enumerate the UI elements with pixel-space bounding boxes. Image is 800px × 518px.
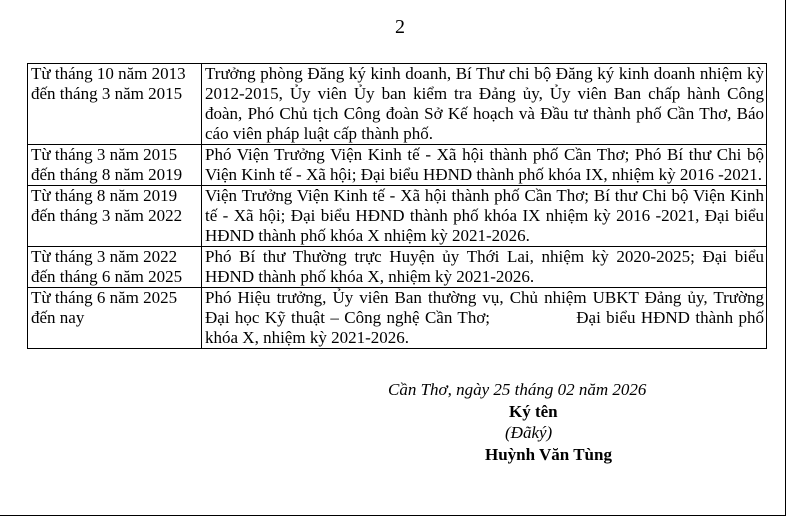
page-number: 2 — [395, 16, 405, 38]
career-history-table — [27, 63, 767, 349]
table-row — [28, 288, 767, 349]
period-cell: Từ tháng 3 năm 2022 đến tháng 6 năm 2025 — [28, 247, 202, 288]
period-cell: Từ tháng 6 năm 2025 đến nay — [28, 288, 202, 349]
period-cell: Từ tháng 10 năm 2013 đến tháng 3 năm 2015 — [28, 64, 202, 145]
signature-title: Ký tên — [509, 402, 558, 421]
description-cell: Phó Viện Trưởng Viện Kinh tế - Xã hội thành phố Cần Thơ; Phó Bí thư Chi bộ Viện Kinh tế - Xã hội; Đại biểu HĐND thành phố khóa IX, nhiệm kỳ 2016 -2021. — [202, 145, 767, 186]
signatory-name: Huỳnh Văn Tùng — [485, 445, 612, 464]
table-row — [28, 64, 767, 145]
table-row — [28, 247, 767, 288]
signature-signed-note: (Đãký) — [505, 423, 553, 442]
description-cell: Trưởng phòng Đăng ký kinh doanh, Bí Thư chi bộ Đăng ký kinh doanh nhiệm kỳ 2012-2015, Ủy viên Ủy ban kiểm tra Đảng ủy, Ủy viên Ban chấp hành Công đoàn, Phó Chủ tịch Công đoàn Sở Kế hoạch và Đầu tư thành phố Cần Thơ, Báo cáo viên pháp luật cấp thành phố. — [202, 64, 767, 145]
table-row — [28, 145, 767, 186]
description-cell: Phó Bí thư Thường trực Huyện ủy Thới Lai, nhiệm kỳ 2020-2025; Đại biểu HĐND thành phố khóa X, nhiệm kỳ 2021-2026. — [202, 247, 767, 288]
table-row — [28, 186, 767, 247]
description-cell: Viện Trưởng Viện Kinh tế - Xã hội thành phố Cần Thơ; Bí thư Chi bộ Viện Kinh tế - Xã hội; Đại biểu HĐND thành phố khóa IX nhiệm kỳ 2016 -2021, Đại biểu HĐND thành phố khóa X nhiệm kỳ 2021-2026. — [202, 186, 767, 247]
period-cell: Từ tháng 8 năm 2019 đến tháng 3 năm 2022 — [28, 186, 202, 247]
signature-place-date: Cần Thơ, ngày 25 tháng 02 năm 2026 — [388, 380, 647, 399]
period-cell: Từ tháng 3 năm 2015 đến tháng 8 năm 2019 — [28, 145, 202, 186]
description-cell: Phó Hiệu trưởng, Ủy viên Ban thường vụ, Chủ nhiệm UBKT Đảng ủy, Trường Đại học Kỹ thuật – Công nghệ Cần Thơ; Đại biểu HĐND thành phố khóa X, nhiệm kỳ 2021-2026. — [202, 288, 767, 349]
